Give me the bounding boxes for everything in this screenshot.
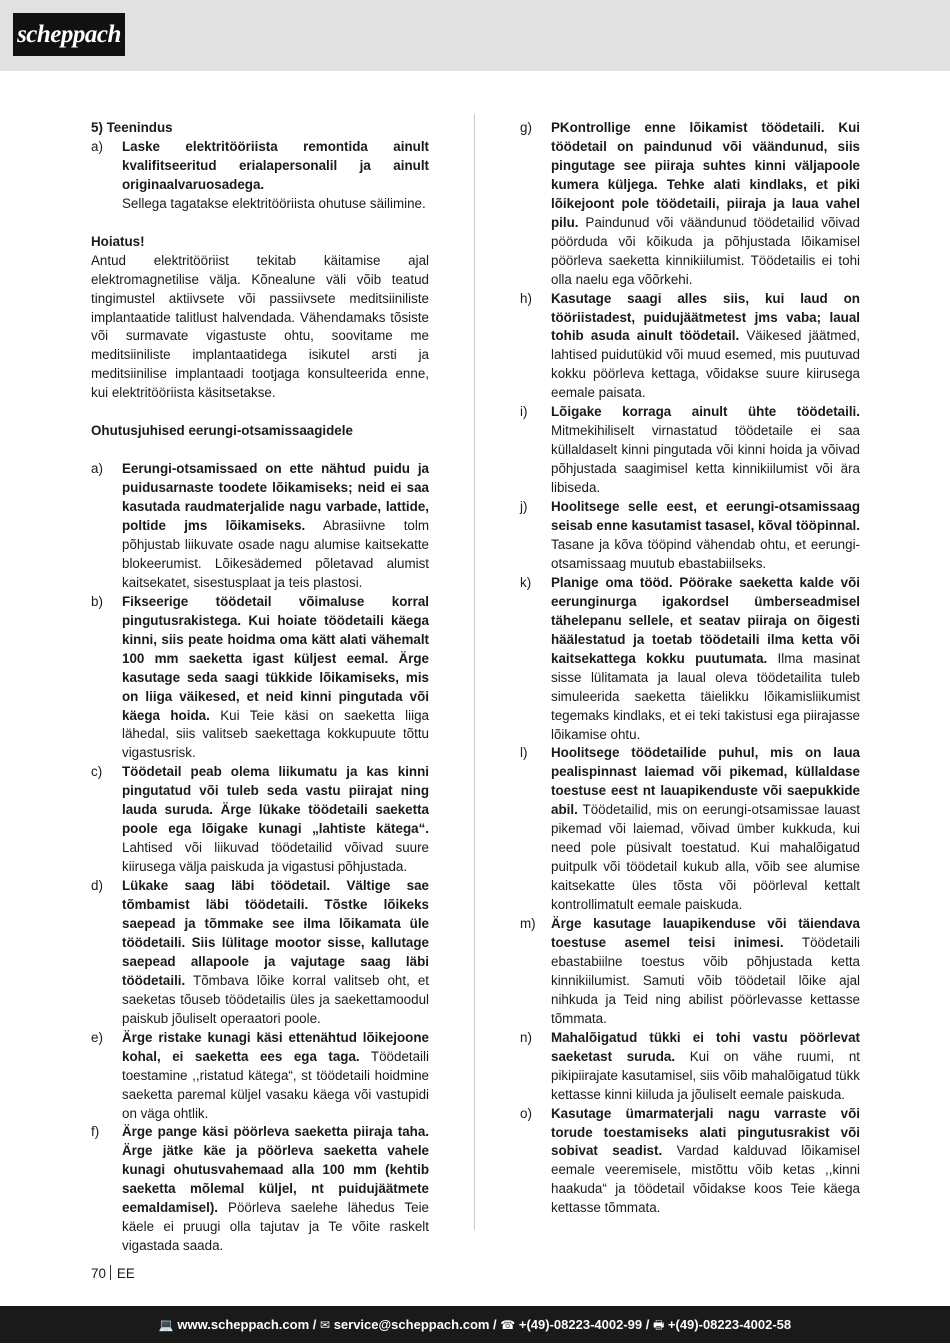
footer-phone: +(49)-08223-4002-99 /	[518, 1317, 650, 1332]
page-number: 70	[91, 1266, 106, 1281]
right-column	[520, 119, 860, 1218]
item-text: Kasutage saagi alles siis, kui laud on tööriistadest, puidujäätmetest jms vaba; laual tohib asuda ainult töödetail. Väikesed jäätmed, lahtised puidutükid või muud esemed, mis puutuvad kokku pöörleva kettaga, võidakse suure kiirusega eemale paisata.	[551, 290, 860, 401]
footer-fax: +(49)-08223-4002-58	[667, 1317, 792, 1332]
item-label: i)	[520, 404, 528, 420]
computer-icon: 💻	[158, 1318, 174, 1332]
item-label: a)	[91, 461, 103, 477]
list-item	[91, 763, 429, 877]
item-label: e)	[91, 1029, 103, 1045]
item-text: Ärge pange käsi pöörleva saeketta piiraja taha. Ärge jätke käe ja pöörleva saeketta vahele kunagi ohutusvahemaad alla 100 mm (kehtib saeketta mõlemal küljel, nt puidujäätmete eemaldamisel). Pöörleva saelehe lähedus Teie käele ei pruugi olla tajutav ja Te võite raskelt vigastada saada.	[122, 1124, 429, 1254]
warning-heading: Hoiatus!	[91, 233, 145, 249]
item-text: PKontrollige enne lõikamist töödetaili. Kui töödetail on paindunud või väändunud, siis pingutage see piiraja suhtes kinni väljapoole kumera küljega. Tehke alati kindlaks, et piki lõikejoont pole töödetaili, piiraja ja laua vahel pilu. Paindunud või väändunud töödetailid võivad pöörduda või kõikuda ja põhjustada lõikamisel pöörleva saeketta kinnikiilumist. Töödetailis ei tohi olla naelu ega võõrkehi.	[551, 120, 860, 287]
page-language: EE	[116, 1266, 135, 1281]
page-number-area	[91, 1265, 135, 1281]
list-item	[520, 1029, 860, 1105]
item-text: Hoolitsege selle eest, et eerungi-otsamissaag seisab enne kasutamist tasasel, kõval tööpinnal. Tasane ja kõva tööpind vähendab ohtu, et eerungi-otsamissaag muutub ebastabiilseks.	[551, 499, 860, 571]
item-label: h)	[520, 290, 532, 306]
warning-text: Antud elektritööriist tekitab käitamise ajal elektromagnetilise välja. Kõnealune väli võib teatud tingimustel aktiivsete või passiivsete meditsiiniliste implantaatide talitlust halvendada. Vähendamaks tõsiste või surmavate vigastuste ohtu, soovitame me meditsiiniliste implantaatidega isikutel arsti ja meditsiinilise implantaadi tootjaga konsulteerida enne, kui elektritööriista käsitsetakse.	[91, 252, 429, 401]
item-label: f)	[91, 1124, 100, 1140]
footer-email: service@scheppach.com /	[333, 1317, 497, 1332]
list-item	[520, 290, 860, 404]
fax-icon: 🖶	[652, 1318, 665, 1332]
item-text: Töödetail peab olema liikumatu ja kas kinni pingutatud või tuleb seda vastu piirajat ning lauda suruda. Ärge lükake töödetaili saeketta poole ega lõigake kunagi „lahtiste kätega“. Lahtised või liikuvad töödetailid võivad suure kiirusega välja paiskuda ja vigastusi põhjustada.	[122, 764, 429, 875]
list-item	[91, 1029, 429, 1124]
item-text: Mahalõigatud tükki ei tohi vastu pöörlevat saeketast suruda. Kui on vähe ruumi, nt pikipiirajate kasutamisel, siis võib mahalõigatud tükk kettasse kinni kiiluda ja jõuliselt eemale paiskuda.	[551, 1029, 860, 1102]
safety-heading: Ohutusjuhised eerungi-otsamissaagidele	[91, 423, 353, 439]
item-label: g)	[520, 120, 532, 135]
item-label: d)	[91, 878, 103, 894]
item-text: Planige oma tööd. Pöörake saeketta kalde või eerunginurga igakordsel ümberseadmisel tähelepanu sellele, et seatav piiraja on õigesti häälestatud ja toetab töödetaili ilma ketta või kaitsekattega kokku puutumata. Ilma masinat sisse lülitamata ja laual oleva töödetailita tuleb simuleerida saeketta täielikku lõikamisliikumist tegemaks kindlaks, et ei teki takistusi ega piirajasse lõikamise ohtu.	[551, 574, 860, 742]
list-item	[520, 915, 860, 1029]
item-text: Ärge kasutage lauapikenduse või täiendava toestuse asemel teisi inimesi. Töödetaili ebastabiilne toestus võib põhjustada ketta kinnikiilumist. Samuti võib töödetail lõike ajal nihkuda ja Teid ning abilist pöörlevasse kettasse tõmmata.	[551, 916, 860, 1026]
list-item	[520, 498, 860, 574]
left-column	[91, 119, 429, 1256]
list-item	[520, 403, 860, 498]
item-text: Laske elektritööriista remontida ainult kvalifitseeritud erialapersonalil ja ainult originaalvaruosadega.	[122, 138, 429, 192]
list-item	[91, 1123, 429, 1256]
list-item	[91, 138, 429, 195]
column-divider	[474, 114, 475, 1230]
item-label: k)	[520, 574, 532, 590]
item-label: j)	[520, 499, 528, 515]
list-item	[91, 593, 429, 764]
item-label: a)	[91, 138, 103, 154]
list-item	[91, 460, 429, 593]
item-label: b)	[91, 593, 103, 609]
service-note: Sellega tagatakse elektritööriista ohutuse säilimine.	[122, 195, 426, 211]
list-item	[520, 119, 860, 290]
item-label: c)	[91, 764, 103, 780]
phone-icon: ☎	[500, 1318, 516, 1332]
item-label: m)	[520, 916, 536, 932]
email-icon: ✉	[320, 1318, 331, 1332]
item-label: n)	[520, 1029, 532, 1045]
item-text: Ärge ristake kunagi käsi ettenähtud lõikejoone kohal, ei saeketta ees ega taga. Töödetaili toestamine ,,ristatud kätega“, st töödetaili hoidmine saeketta paremal küljel vasaku käega või vastupidi on väga ohtlik.	[122, 1029, 429, 1121]
item-text: Lükake saag läbi töödetail. Vältige sae tõmbamist läbi töödetaili. Tõstke lõikeks saepead ja tõmmake see ilma lõikamata üle töödetaili. Siis lülitage mootor sisse, kallutage saepead allapoole ja vajutage saag läbi töödetaili. Tõmbava lõike korral valitseb oht, et saeketas tõuseb töödetailis üles ja saekettamoodul paiskub jõuliselt operaatori poole.	[122, 878, 429, 1026]
list-item	[520, 1105, 860, 1219]
page-footer	[0, 1306, 950, 1343]
item-text: Eerungi-otsamissaed on ette nähtud puidu ja puidusarnaste toodete lõikamiseks; neid ei saa kasutada raudmaterjalide nagu varbade, lattide, poltide jms lõikamiseks. Abrasiivne tolm põhjustab liikuvate osade nagu alumise kaitsekatte blokeerumist. Lõikesädemed põletavad alumist kaitsekatet, sisestusplaat ja teis plastosi.	[122, 461, 429, 590]
item-text: Kasutage ümarmaterjali nagu varraste või torude toestamiseks alati pingutusrakist või sobivat seadist. Vardad kalduvad lõikamisel eemale veeremisele, mistõttu võib ketas ,,kinni haakuda“ ja töödetail võidakse koos Teie käega kettasse tõmmata.	[551, 1105, 860, 1216]
item-label: l)	[520, 745, 528, 761]
list-item	[520, 744, 860, 915]
item-text: Fikseerige töödetail võimaluse korral pingutusrakistega. Kui hoiate töödetaili käega kinni, siis peate hoidma oma kätt alati vähemalt 100 mm saeketta igast küljest eemal. Ärge kasutage seda saagi tükkide lõikamiseks, mis on liiga väikesed, et neid kinni pingutada või käega hoida. Kui Teie käsi on saeketta liiga lähedal, siis valitseb saekettaga kokkupuute tõttu vigastusrisk.	[122, 593, 429, 761]
item-text: Lõigake korraga ainult ühte töödetaili. Mitmekihiliselt virnastatud töödetaile ei saa küllaldaselt kinni pingutada või kinni hoida ja võivad põhjustada saagimisel ketta kinnikiilumist või ära libiseda.	[551, 404, 860, 496]
list-item	[520, 574, 860, 745]
page-separator	[110, 1265, 111, 1280]
list-item	[91, 877, 429, 1029]
scheppach-logo: scheppach	[13, 13, 125, 56]
item-text: Hoolitsege töödetailide puhul, mis on laua pealispinnast laiemad või pikemad, küllaldase toestuse eest nt lauapikenduste või saepukkide abil. Töödetailid, mis on eerungi-otsamissae lauast pikemad või laiemad, võivad ümber kukkuda, kui need pole püsivalt toestatud. Kui mahalõigatud puitpulk või töödetail kukub alla, võib see alumise kaitsekatte üles tõsta või pöörleval kettalt kontrollimatult eemale paiskuda.	[551, 745, 860, 913]
item-label: o)	[520, 1105, 532, 1121]
footer-website: www.scheppach.com /	[177, 1317, 317, 1332]
page-header	[0, 0, 950, 71]
section-heading-service: 5) Teenindus	[91, 120, 173, 135]
